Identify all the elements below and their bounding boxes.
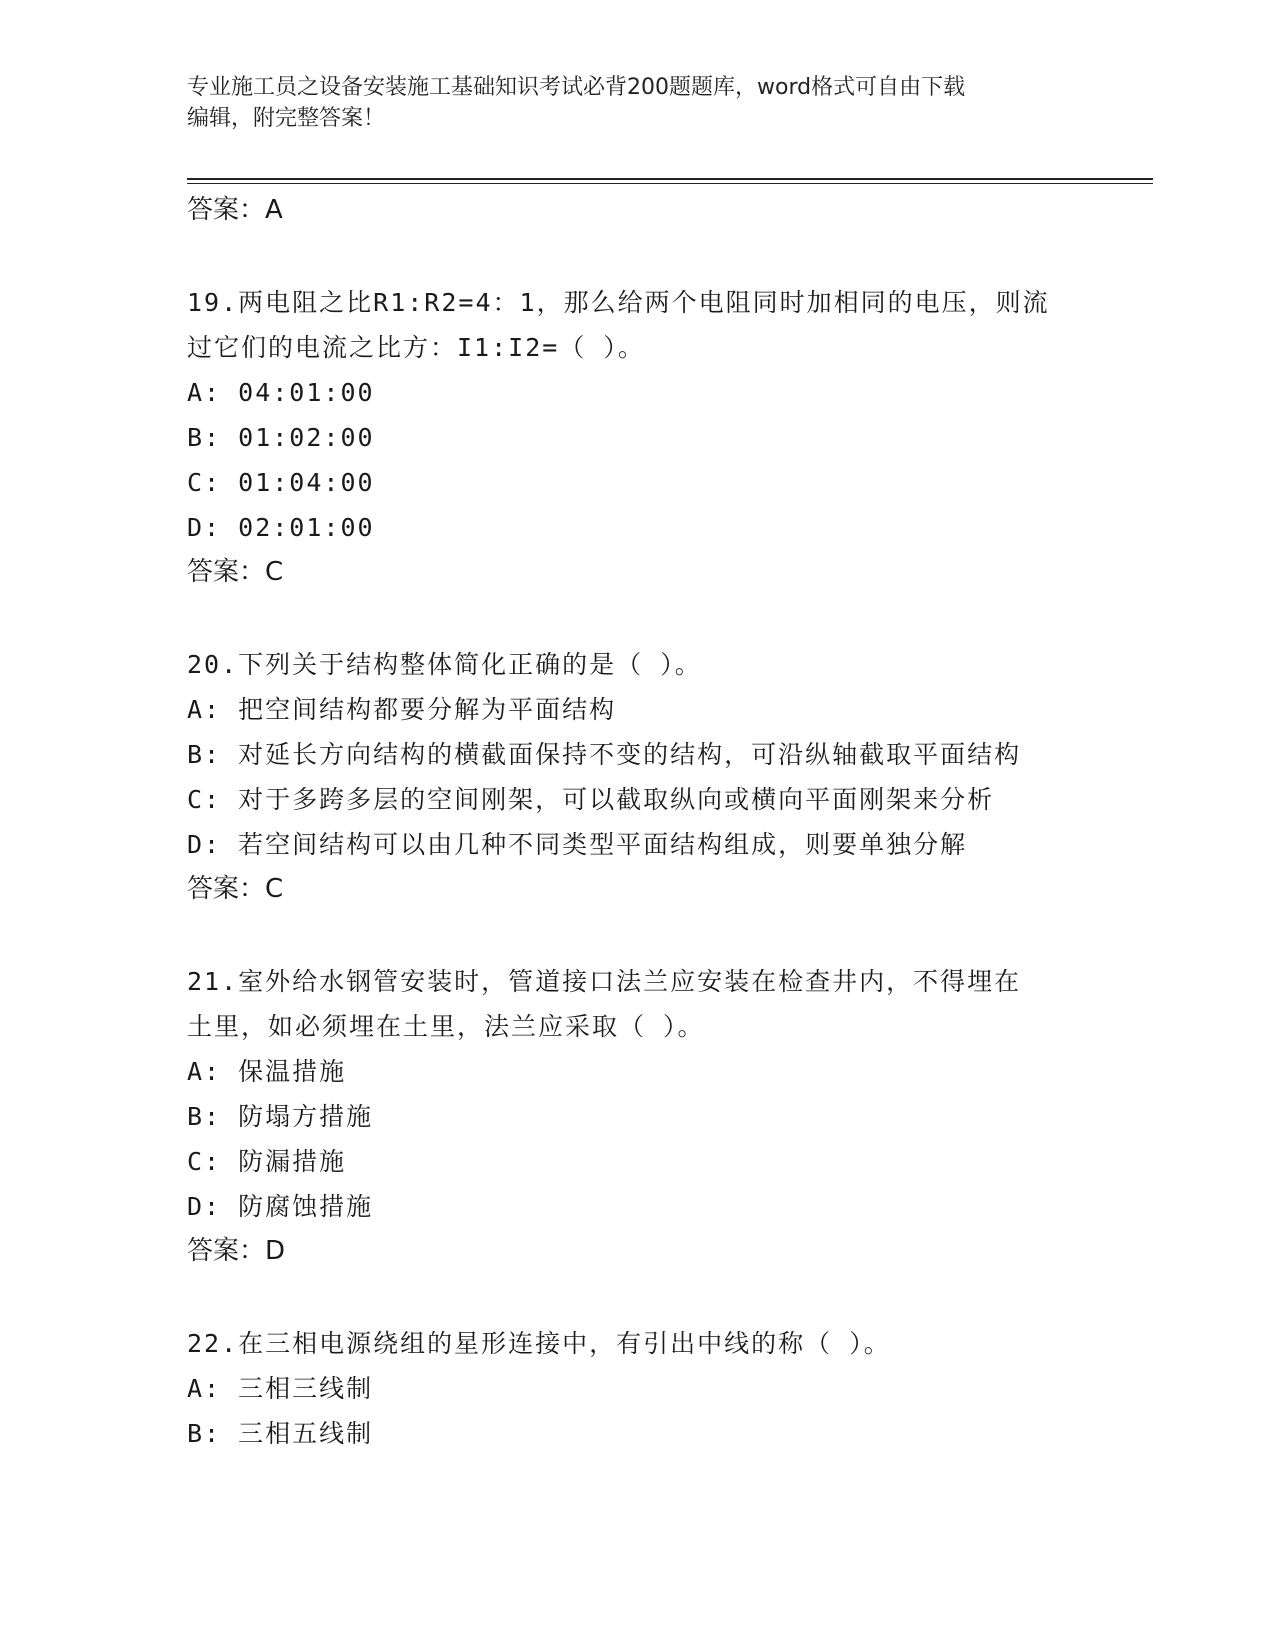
option-d: D: 防腐蚀措施 (187, 1192, 374, 1221)
answer-line: 答案：C (187, 557, 284, 587)
question-20 (187, 642, 1087, 912)
option-a: A: 三相三线制 (187, 1374, 374, 1403)
question-stem: 22.在三相电源绕组的星形连接中，有引出中线的称（ ）。 (187, 1329, 891, 1358)
answer-line: 答案：D (187, 1236, 286, 1266)
question-stem: 土里，如必须埋在土里，法兰应采取（ ）。 (187, 1012, 705, 1041)
option-a: A: 把空间结构都要分解为平面结构 (187, 695, 617, 724)
question-stem: 过它们的电流之比方：I1:I2=（ ）。 (187, 333, 645, 362)
question-19 (187, 280, 1087, 595)
option-a: A: 04:01:00 (187, 378, 375, 407)
option-c: C: 对于多跨多层的空间刚架，可以截取纵向或横向平面刚架来分析 (187, 785, 995, 814)
option-c: C: 防漏措施 (187, 1147, 347, 1176)
header-line-2: 编辑，附完整答案！ (187, 106, 386, 131)
question-21 (187, 959, 1087, 1274)
document-header (187, 72, 1087, 134)
option-d: D: 02:01:00 (187, 513, 375, 542)
option-b: B: 防塌方措施 (187, 1102, 374, 1131)
option-b: B: 01:02:00 (187, 423, 375, 452)
header-line-1: 专业施工员之设备安装施工基础知识考试必背200题题库，word格式可自由下载 (187, 75, 966, 100)
option-c: C: 01:04:00 (187, 468, 375, 497)
question-stem: 21.室外给水钢管安装时，管道接口法兰应安装在检查井内，不得埋在 (187, 967, 1022, 996)
option-a: A: 保温措施 (187, 1057, 347, 1086)
answer-line: 答案：C (187, 874, 284, 904)
question-22 (187, 1321, 1087, 1456)
answer-line: 答案：A (187, 195, 283, 225)
option-b: B: 三相五线制 (187, 1419, 374, 1448)
question-list (187, 188, 1087, 1456)
question-stem: 20.下列关于结构整体简化正确的是（ ）。 (187, 650, 702, 679)
question-stem: 19.两电阻之比R1:R2=4：1，那么给两个电阻同时加相同的电压，则流 (187, 288, 1050, 317)
option-d: D: 若空间结构可以由几种不同类型平面结构组成，则要单独分解 (187, 830, 968, 859)
option-b: B: 对延长方向结构的横截面保持不变的结构，可沿纵轴截取平面结构 (187, 740, 1022, 769)
header-divider-thick (187, 178, 1153, 180)
header-divider-thin (187, 183, 1153, 184)
